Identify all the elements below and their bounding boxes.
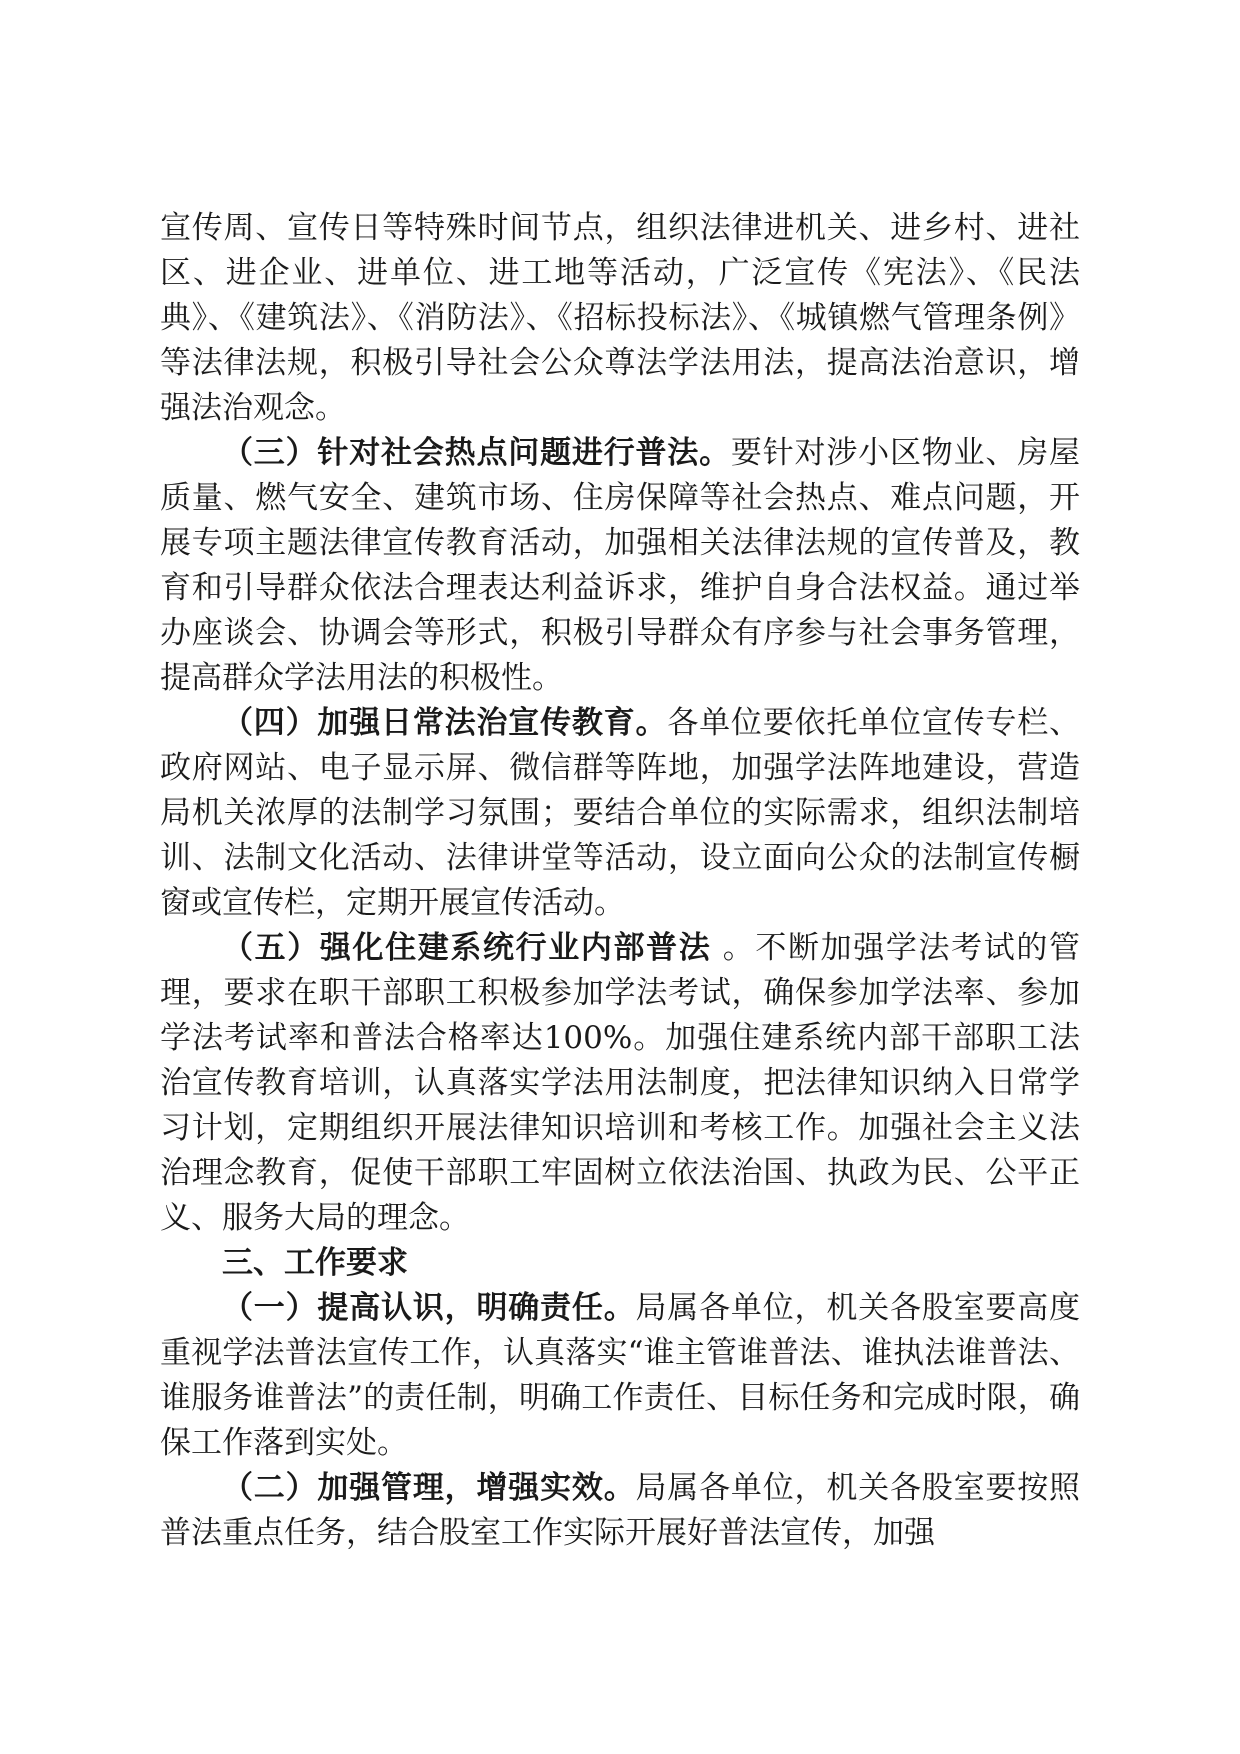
paragraph-text: 各单位要依托单位宣传专栏、政府网站、电子显示屏、微信群等阵地，加强学法阵地建设，营造局机关浓厚的法制学习氛围；要结合单位的实际需求，组织法制培训、法制文化活动、法律讲堂等活动，设立面向公众的法制宣传橱窗或宣传栏，定期开展宣传活动。	[160, 705, 1081, 921]
paragraph-lead: （二）加强管理，增强实效。	[222, 1470, 636, 1506]
paragraph-lead: （一）提高认识，明确责任。	[222, 1290, 636, 1326]
paragraph-lead: （四）加强日常法治宣传教育。	[222, 705, 668, 741]
paragraph-text: 要针对涉小区物业、房屋质量、燃气安全、建筑市场、住房保障等社会热点、难点问题，开展专项主题法律宣传教育活动，加强相关法律法规的宣传普及，教育和引导群众依法合理表达利益诉求，维护自身合法权益。通过举办座谈会、协调会等形式，积极引导群众有序参与社会事务管理，提高群众学法用法的积极性。	[160, 435, 1080, 696]
paragraph-text: 局属各单位，机关各股室要高度重视学法普法宣传工作，认真落实“谁主管谁普法、谁执法谁普法、谁服务谁普法”的责任制，明确工作责任、目标任务和完成时限，确保工作落到实处。	[160, 1290, 1080, 1461]
section-heading: 三、工作要求	[222, 1245, 408, 1281]
requirement-management	[160, 1466, 1080, 1556]
paragraph-internal-law	[160, 926, 1080, 1241]
paragraph-lead: （五）强化住建系统行业内部普法	[222, 930, 712, 966]
paragraph-daily-education	[160, 701, 1080, 926]
paragraph-text: 宣传周、宣传日等特殊时间节点，组织法律进机关、进乡村、进社区、进企业、进单位、进工地等活动，广泛宣传《宪法》、《民法典》、《建筑法》、《消防法》、《招标投标法》、《城镇燃气管理条例》等法律法规，积极引导社会公众尊法学法用法，提高法治意识，增强法治观念。	[160, 210, 1080, 426]
requirement-responsibility	[160, 1286, 1080, 1466]
paragraph-hot-issues	[160, 431, 1080, 701]
paragraph-text: 。不断加强学法考试的管理，要求在职干部职工积极参加学法考试，确保参加学法率、参加学法考试率和普法合格率达100%。加强住建系统内部干部职工法治宣传教育培训，认真落实学法用法制度，把法律知识纳入日常学习计划，定期组织开展法律知识培训和考核工作。加强社会主义法治理念教育，促使干部职工牢固树立依法治国、执政为民、公平正义、服务大局的理念。	[160, 930, 1080, 1236]
paragraph-continuation	[160, 206, 1080, 431]
paragraph-lead: （三）针对社会热点问题进行普法。	[222, 435, 731, 471]
paragraph-text: 局属各单位，机关各股室要按照普法重点任务，结合股室工作实际开展好普法宣传，加强	[160, 1470, 1080, 1551]
document-page	[160, 206, 1080, 1556]
